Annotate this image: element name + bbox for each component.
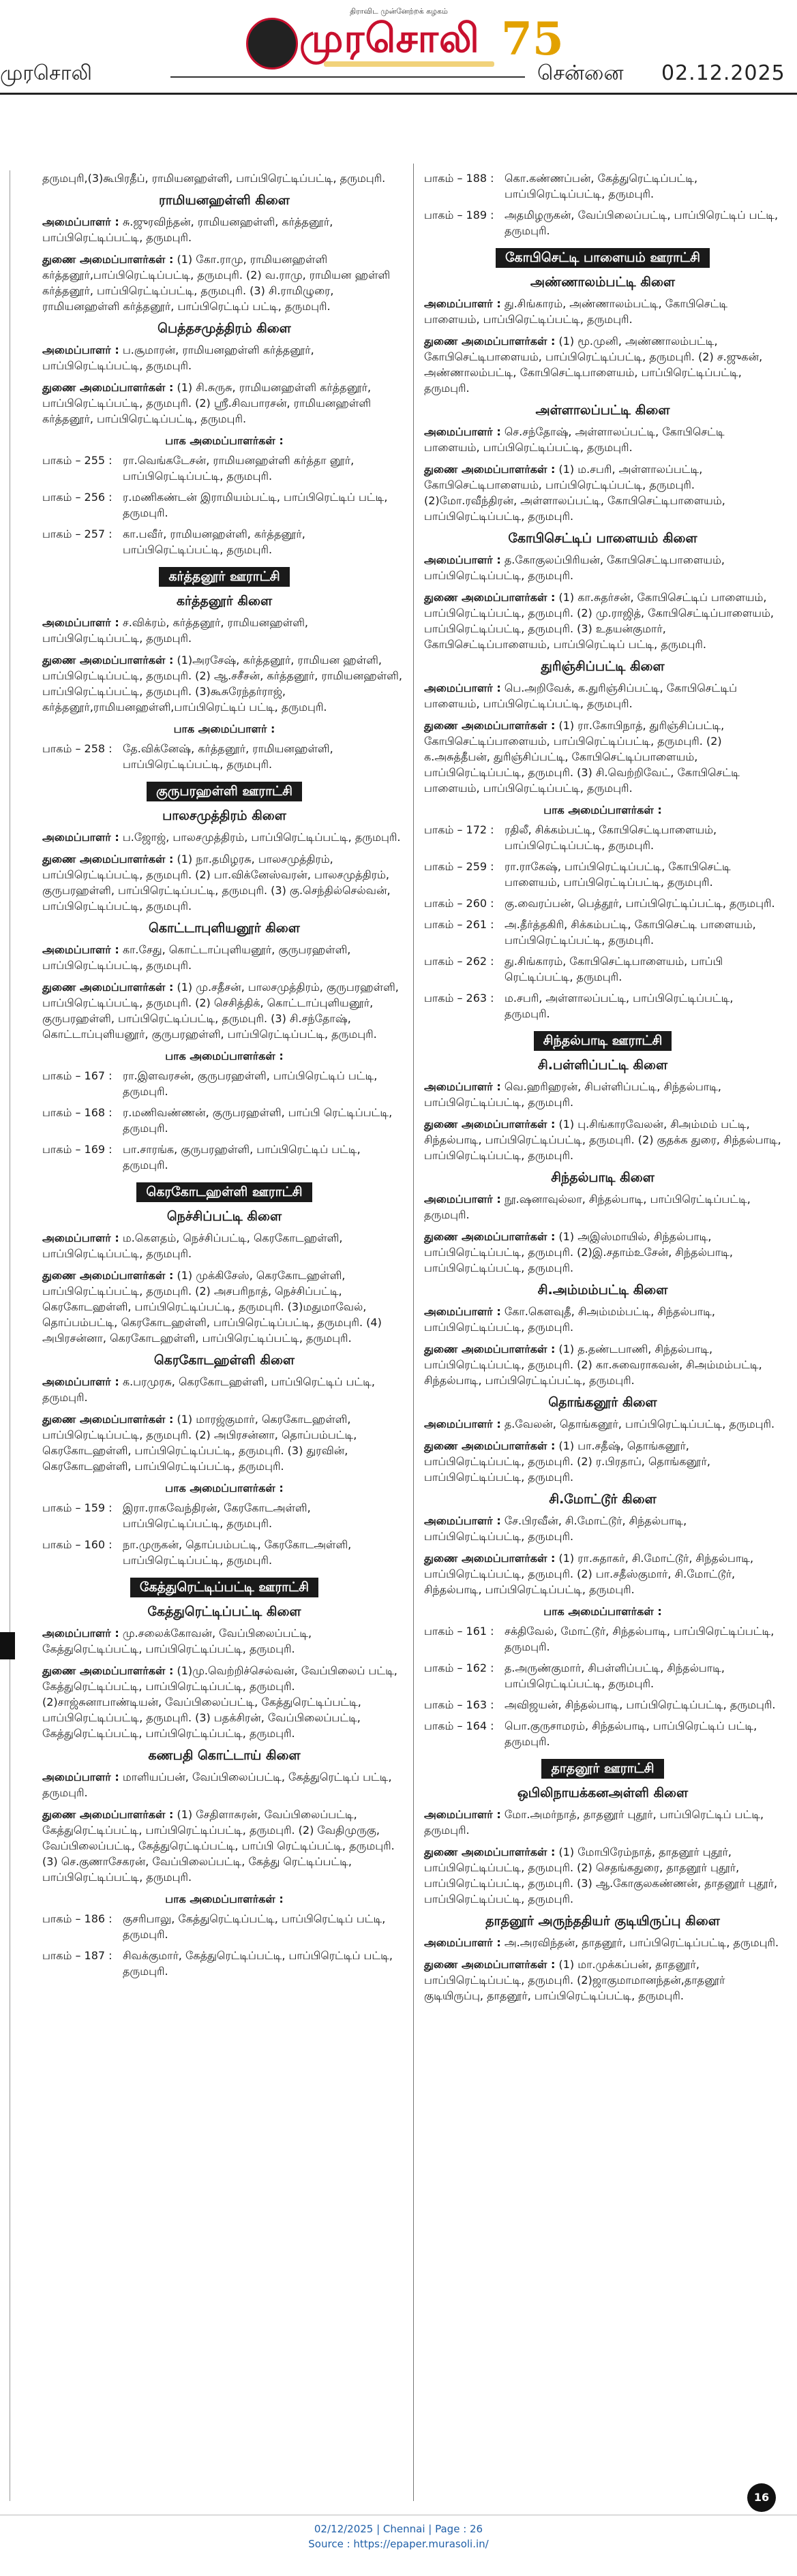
booth-entry	[42, 1537, 406, 1568]
branch-heading: கேத்துரெட்டிப்பட்டி கிளை	[147, 1604, 301, 1619]
section-subheading: பாக அமைப்பாளர் :	[173, 722, 275, 735]
booth-number: பாகம் – 261 :	[424, 918, 494, 931]
office-bearer-entry	[42, 851, 406, 914]
panchayat-heading: சிந்தல்பாடி ஊராட்சி	[534, 1031, 672, 1051]
paragraph: தருமபுரி,(3)கூபிரதீப், ராமியனஹள்ளி, பாப்பிரெட்டிப்பட்டி, தருமபுரி.	[42, 172, 386, 185]
role-holders: (1) மூ.முனி, அண்ணாலம்பட்டி, கோபிசெட்டிபாளையம், பாப்பிரெட்டிப்பட்டி, தருமபுரி. (2) ச.ஜுகன், அண்ணாலம்பட்டி, கோபிசெட்டிபாளையம், பாப்பிரெட்டிப்பட்டி, தருமபுரி.	[424, 335, 763, 395]
office-bearer-entry	[424, 552, 781, 583]
booth-organiser: ம.சபரி, அள்ளாலப்பட்டி, பாப்பிரெட்டிப்பட்டி, தருமபுரி.	[505, 992, 734, 1020]
booth-organiser: பா.சாரங்க, குருபரஹள்ளி, பாப்பிரெட்டிப் பட்டி, தருமபுரி.	[123, 1143, 361, 1171]
section-subheading: பாக அமைப்பாளர்கள் :	[165, 434, 284, 447]
office-bearer-entry	[424, 1844, 781, 1907]
role-holders: கா.சேது, கொட்டாப்புளியனூர், குருபரஹள்ளி, பாப்பிரெட்டிப்பட்டி, தருமபுரி.	[42, 943, 351, 972]
office-bearer-entry	[42, 342, 406, 373]
booth-organiser: ரதிலீ, சிக்கம்பட்டி, கோபிசெட்டிபாளையம், பாப்பிரெட்டிப்பட்டி, தருமபுரி.	[505, 823, 717, 852]
role-holders: (1) மு.சதீசன், பாலசமுத்திரம், குருபரஹள்ளி, பாப்பிரெட்டிப்பட்டி, தருமபுரி. (2) செசித்திக், கொட்டாப்புளியனூர், குருபரஹள்ளி, பாப்பிரெட்டிப்பட்டி, தருமபுரி. (3) சி.சந்தோஷ், கொட்டாப்புளியனூர், குருபரஹள்ளி, பாப்பிரெட்டிப்பட்டி, தருமபுரி.	[42, 981, 399, 1041]
panchayat-heading: குருபரஹள்ளி ஊராட்சி	[147, 782, 302, 801]
role-holders: (1) ரா.சுதாகர், சி.மோட்டூர், சிந்தல்பாடி, பாப்பிரெட்டிப்பட்டி, தருமபுரி. (2) பா.சதீஸ்குமார், சி.மோட்டூர், சிந்தல்பாடி, பாப்பிரெட்டிப்பட்டி, தருமபுரி.	[424, 1552, 754, 1596]
booth-number: பாகம் – 169 :	[42, 1143, 112, 1156]
booth-number: பாகம் – 262 :	[424, 955, 494, 968]
booth-number: பாகம் – 187 :	[42, 1949, 112, 1962]
office-bearer-entry	[424, 1550, 781, 1597]
booth-entry	[42, 526, 406, 557]
office-bearer-entry	[42, 1807, 406, 1885]
office-bearer-entry	[42, 979, 406, 1042]
page-number-badge: 16	[747, 2483, 776, 2512]
booth-entry	[42, 1141, 406, 1173]
role-holders: (1) மாரஜ்குமார், கெரகோடஹள்ளி, பாப்பிரெட்டிப்பட்டி, தருமபுரி. (2) அபிரசன்னா, தொப்பம்பட்டி, கெரகோடஹள்ளி, பாப்பிரெட்டிப்பட்டி, தருமபுரி. (3) துரவின், கெரகோடஹள்ளி, பாப்பிரெட்டிப்பட்டி, தருமபுரி.	[42, 1413, 357, 1473]
booth-number: பாகம் – 161 :	[424, 1625, 494, 1638]
office-bearer-entry	[424, 1191, 781, 1223]
booth-entry	[424, 859, 781, 890]
role-holders: ச.விக்ரம், கர்த்தனூர், ராமியனஹள்ளி, பாப்பிரெட்டிப்பட்டி, தருமபுரி.	[42, 616, 308, 645]
branch-heading: அள்ளாலப்பட்டி கிளை	[535, 403, 670, 418]
office-bearer-entry	[424, 1416, 781, 1432]
article-column-right	[424, 170, 781, 2010]
role-label: துணை அமைப்பாளர்கள் :	[424, 719, 556, 732]
booth-number: பாகம் – 167 :	[42, 1069, 112, 1082]
role-label: துணை அமைப்பாளர்கள் :	[424, 591, 556, 604]
role-holders: (1) கோ.ராமு, ராமியனஹள்ளி கர்த்தனூர்,பாப்பிரெட்டிப்பட்டி, தருமபுரி. (2) வ.ராமு, ராமியன ஹள்ளி கர்த்தனூர், பாப்பிரெட்டிப்பட்டி, தருமபுரி. (3) சி.ராமிழுரை, ராமியனஹள்ளி கர்த்தனூர், பாப்பிரெட்டிப் பட்டி, தருமபுரி.	[42, 253, 391, 313]
booth-number: பாகம் – 260 :	[424, 897, 494, 910]
office-bearer-entry	[424, 1304, 781, 1335]
office-bearer-entry	[42, 1268, 406, 1346]
branch-heading: நெச்சிப்பட்டி கிளை	[166, 1209, 282, 1224]
newspaper-logo[interactable]	[242, 5, 564, 68]
office-bearer-entry	[424, 1935, 781, 1950]
role-label: துணை அமைப்பாளர்கள் :	[424, 335, 556, 348]
footer-edition-info: 02/12/2025 | Chennai | Page : 26	[314, 2523, 483, 2535]
office-bearer-entry	[42, 615, 406, 646]
logo-tagline: திராவிட முன்னேற்றக் கழகம்	[350, 7, 448, 16]
office-bearer-entry	[42, 652, 406, 715]
branch-heading: கெரகோடஹள்ளி கிளை	[153, 1353, 295, 1368]
role-holders: து.சிங்காரம், அண்ணாலம்பட்டி, கோபிசெட்டி பாளையம், பாப்பிரெட்டிப்பட்டி, தருமபுரி.	[424, 297, 728, 326]
role-label: துணை அமைப்பாளர்கள் :	[424, 1118, 556, 1131]
branch-heading: சி.பள்ளிப்பட்டி கிளை	[537, 1058, 668, 1073]
booth-entry	[42, 1948, 406, 1979]
office-bearer-entry	[424, 1513, 781, 1544]
role-label: துணை அமைப்பாளர்கள் :	[42, 1269, 174, 1282]
booth-entry	[42, 1105, 406, 1136]
office-bearer-entry	[42, 1374, 406, 1405]
role-label: அமைப்பாளர் :	[424, 1417, 501, 1430]
branch-heading: துரிஞ்சிப்பட்டி கிளை	[541, 659, 665, 674]
role-label: துணை அமைப்பாளர்கள் :	[42, 981, 174, 994]
booth-organiser: கா.பவீர், ராமியனஹள்ளி, கர்த்தனூர், பாப்பிரெட்டிப்பட்டி, தருமபுரி.	[123, 527, 305, 556]
booth-number: பாகம் – 258 :	[42, 742, 112, 755]
booth-entry	[42, 453, 406, 484]
role-label: அமைப்பாளர் :	[42, 1375, 119, 1388]
booth-number: பாகம் – 188 :	[424, 172, 494, 185]
booth-organiser: பொ.குருசாமரம், சிந்தல்பாடி, பாப்பிரெட்டிப் பட்டி, தருமபுரி.	[505, 1719, 757, 1748]
role-label: துணை அமைப்பாளர்கள் :	[42, 654, 174, 666]
branch-heading: கொட்டாபுளியனூர் கிளை	[149, 921, 300, 936]
role-holders: (1)அரசேஷ், கர்த்தனூர், ராமியன ஹள்ளி, பாப்பிரெட்டிப்பட்டி, தருமபுரி. (2) ஆ.சசீசன், கர்த்தனூர், ராமியனஹள்ளி, பாப்பிரெட்டிப்பட்டி, தருமபுரி. (3)கூசுரேந்தர்ராஜ், கர்த்தனூர்,ராமியனஹள்ளி,பாப்பிரெட்டிப் பட்டி, தருமபுரி.	[42, 654, 402, 714]
role-label: துணை அமைப்பாளர்கள் :	[42, 1413, 174, 1426]
booth-entry	[42, 1500, 406, 1531]
office-bearer-entry	[424, 296, 781, 327]
booth-number: பாகம் – 256 :	[42, 491, 112, 504]
office-bearer-entry	[42, 1625, 406, 1657]
booth-entry	[42, 1911, 406, 1942]
booth-entry	[42, 1068, 406, 1099]
edition-city: சென்னை	[537, 61, 624, 85]
office-bearer-entry	[42, 214, 406, 245]
role-label: துணை அமைப்பாளர்கள் :	[424, 1845, 556, 1858]
role-holders: க.பரமுரசு, கெரகோடஹள்ளி, பாப்பிரெட்டிப் பட்டி, தருமபுரி.	[42, 1375, 375, 1404]
role-holders: (1)மு.வெற்றிச்செல்வன், வேப்பிலைப் பட்டி, கேத்துரெட்டிப்பட்டி, பாப்பிரெட்டிப்பட்டி, தருமபுரி. (2)சாஜ்சுனாபாண்டியன், வேப்பிலைப்பட்டி, கேத்துரெட்டிப்பட்டி, பாப்பிரெட்டிப்பட்டி, தருமபுரி. (3) பதக்சிரன், வேப்பிலைப்பட்டி, கேத்துரெட்டிப்பட்டி, பாப்பிரெட்டிப்பட்டி, தருமபுரி.	[42, 1664, 397, 1740]
branch-heading: பாலசமுத்திரம் கிளை	[162, 808, 286, 823]
booth-number: பாகம் – 189 :	[424, 209, 494, 221]
role-label: துணை அமைப்பாளர்கள் :	[42, 853, 174, 865]
role-holders: (1) த.தண்டபாணி, சிந்தல்பாடி, பாப்பிரெட்டிப்பட்டி, தருமபுரி. (2) கா.சுவைராகவன், சிஅம்மம்பட்டி, சிந்தல்பாடி, பாப்பிரெட்டிப்பட்டி, தருமபுரி.	[424, 1343, 762, 1387]
booth-entry	[42, 741, 406, 772]
branch-heading: சிந்தல்பாடி கிளை	[551, 1170, 655, 1185]
office-bearer-entry	[424, 1079, 781, 1110]
office-bearer-entry	[42, 1230, 406, 1261]
office-bearer-entry	[42, 1663, 406, 1741]
role-label: அமைப்பாளர் :	[424, 1193, 501, 1206]
booth-organiser: அ.தீர்த்தகிரி, சிக்கம்பட்டி, கோபிசெட்டி பாளையம், பாப்பிரெட்டிப்பட்டி, தருமபுரி.	[505, 918, 756, 947]
booth-number: பாகம் – 163 :	[424, 1698, 494, 1711]
office-bearer-entry	[424, 1229, 781, 1276]
role-label: அமைப்பாளர் :	[42, 1627, 119, 1640]
branch-heading: சி.அம்மம்பட்டி கிளை	[537, 1283, 668, 1298]
booth-organiser: கொ.கண்ணப்பன், கேத்துரெட்டிப்பட்டி, பாப்பிரெட்டிப்பட்டி, தருமபுரி.	[505, 172, 698, 200]
booth-number: பாகம் – 263 :	[424, 992, 494, 1005]
role-label: அமைப்பாளர் :	[424, 425, 501, 438]
role-label: அமைப்பாளர் :	[424, 1808, 501, 1821]
page-footer	[0, 2521, 797, 2551]
branch-heading: கர்த்தனூர் கிளை	[176, 594, 273, 609]
booth-entry	[424, 822, 781, 853]
booth-organiser: கு.வைரப்பன், பெத்தூர், பாப்பிரெட்டிப்பட்டி, தருமபுரி.	[505, 897, 775, 910]
booth-organiser: ரா.வெங்கடேசன், ராமியனஹள்ளி கர்த்தா னூர், பாப்பிரெட்டிப்பட்டி, தருமபுரி.	[123, 454, 355, 482]
role-label: அமைப்பாளர் :	[42, 831, 119, 844]
booth-number: பாகம் – 186 :	[42, 1912, 112, 1925]
role-label: அமைப்பாளர் :	[42, 1770, 119, 1783]
booth-organiser: நா.முருகன், தொப்பம்பட்டி, கேரகோடஅள்ளி, பாப்பிரெட்டிப்பட்டி, தருமபுரி.	[123, 1538, 352, 1567]
role-holders: மு.சலைக்கோவன், வேப்பிலைப்பட்டி, கேத்துரெட்டிப்பட்டி, பாப்பிரெட்டிப்பட்டி, தருமபுரி.	[42, 1627, 312, 1655]
booth-organiser: அவிஜயன், சிந்தல்பாடி, பாப்பிரெட்டிப்பட்டி, தருமபுரி.	[505, 1698, 776, 1711]
role-label: அமைப்பாளர் :	[424, 1514, 501, 1527]
role-holders: கோ.கௌவுதீ, சிஅம்மம்பட்டி, சிந்தல்பாடி, பாப்பிரெட்டிப்பட்டி, தருமபுரி.	[424, 1305, 715, 1334]
role-label: துணை அமைப்பாளர்கள் :	[42, 253, 174, 266]
role-holders: சு.ஜுரவிந்தன், ராமியனஹள்ளி, கர்த்தனூர், பாப்பிரெட்டிப்பட்டி, தருமபுரி.	[42, 215, 333, 244]
previous-page-column-edge	[0, 170, 10, 2501]
booth-number: பாகம் – 160 :	[42, 1538, 112, 1551]
role-holders: (1) ரா.கோபிநாத், துரிஞ்சிப்பட்டி, கோபிசெட்டிப்பாளையம், பாப்பிரெட்டிப்பட்டி, தருமபுரி. (2) க.அசுத்தீபன், துரிஞ்சிப்பட்டி, கோபிசெட்டிப்பாளையம், பாப்பிரெட்டிப்பட்டி, தருமபுரி. (3) சி.வெற்றிவேட், கோபிசெட்டி பாளையம், பாப்பிரெட்டிப்பட்டி, தருமபுரி.	[424, 719, 740, 795]
column-marker	[0, 1632, 15, 1659]
booth-number: பாகம் – 159 :	[42, 1501, 112, 1514]
office-bearer-entry	[42, 942, 406, 973]
role-label: துணை அமைப்பாளர்கள் :	[42, 1808, 174, 1821]
role-holders: த.வேலன், தொங்கனூர், பாப்பிரெட்டிப்பட்டி, தருமபுரி.	[504, 1417, 775, 1430]
branch-heading: கோபிசெட்டிப் பாளையம் கிளை	[508, 531, 697, 546]
article-column-left	[42, 170, 406, 1984]
booth-organiser: த.அருண்குமார், சிபள்ளிப்பட்டி, சிந்தல்பாடி, பாப்பிரெட்டிப்பட்டி, தருமபுரி.	[505, 1661, 725, 1690]
office-bearer-entry	[42, 1769, 406, 1800]
office-bearer-entry	[424, 680, 781, 711]
section-subheading: பாக அமைப்பாளர்கள் :	[543, 1605, 662, 1618]
role-holders: அ.அரவிந்தன், தாதனூர், பாப்பிரெட்டிப்பட்டி, தருமபுரி.	[504, 1936, 779, 1949]
booth-entry	[424, 990, 781, 1022]
booth-organiser: இரா.ராகவேந்திரன், கேரகோடஅள்ளி, பாப்பிரெட்டிப்பட்டி, தருமபுரி.	[123, 1501, 311, 1530]
office-bearer-entry	[424, 333, 781, 396]
booth-organiser: து.சிங்காரம், கோபிசெட்டிபாளையம், பாப்பி ரெட்டிப்பட்டி, தருமபுரி.	[505, 955, 723, 983]
brand-name: முரசொலி	[0, 61, 92, 85]
panchayat-heading: தாதனூர் ஊராட்சி	[541, 1759, 663, 1779]
branch-heading: அண்ணாலம்பட்டி கிளை	[530, 275, 676, 290]
role-label: அமைப்பாளர் :	[42, 215, 119, 228]
role-holders: ப.ஜோஜ், பாலசமுத்திரம், பாப்பிரெட்டிப்பட்டி, தருமபுரி.	[122, 831, 401, 844]
booth-number: பாகம் – 164 :	[424, 1719, 494, 1732]
role-label: அமைப்பாளர் :	[42, 343, 119, 356]
section-subheading: பாக அமைப்பாளர்கள் :	[165, 1482, 284, 1494]
role-holders: ம.கௌதம், நெச்சிப்பட்டி, கெரகோடஹள்ளி, பாப்பிரெட்டிப்பட்டி, தருமபுரி.	[42, 1231, 343, 1260]
office-bearer-entry	[424, 424, 781, 455]
office-bearer-entry	[42, 1411, 406, 1474]
role-label: துணை அமைப்பாளர்கள் :	[424, 1439, 556, 1452]
role-label: துணை அமைப்பாளர்கள் :	[424, 1552, 556, 1565]
role-holders: (1) பா.சதீஷ், தொங்கனூர், பாப்பிரெட்டிப்பட்டி, தருமபுரி. (2) ர.பிரதாப், தொங்கனூர், பாப்பிரெட்டிப்பட்டி, தருமபுரி.	[424, 1439, 710, 1484]
booth-organiser: குசரிபாலு, கேத்துரெட்டிப்பட்டி, பாப்பிரெட்டிப் பட்டி, தருமபுரி.	[123, 1912, 386, 1941]
booth-organiser: ர.மணிகண்டன் இராமியம்பட்டி, பாப்பிரெட்டிப் பட்டி, தருமபுரி.	[123, 491, 388, 519]
role-holders: வெ.ஹரிஹரன், சிபள்ளிப்பட்டி, சிந்தல்பாடி, பாப்பிரெட்டிப்பட்டி, தருமபுரி.	[424, 1080, 721, 1109]
booth-organiser: ரா.இளவரசன், குருபரஹள்ளி, பாப்பிரெட்டிப் பட்டி, தருமபுரி.	[123, 1069, 378, 1098]
office-bearer-entry	[424, 1807, 781, 1838]
booth-organiser: தே.விக்னேஷ், கர்த்தனூர், ராமியனஹள்ளி, பாப்பிரெட்டிப்பட்டி, தருமபுரி.	[123, 742, 333, 771]
panchayat-heading: கேத்துரெட்டிப்பட்டி ஊராட்சி	[130, 1578, 318, 1597]
branch-heading: ஒபிலிநாயக்கனஅள்ளி கிளை	[517, 1785, 689, 1800]
role-label: அமைப்பாளர் :	[424, 1936, 501, 1949]
anniversary-badge: 75	[501, 12, 564, 65]
role-holders: (1) சேதிளாசுரன், வேப்பிலைப்பட்டி, கேத்துரெட்டிப்பட்டி, பாப்பிரெட்டிப்பட்டி, தருமபுரி. (2) வேதிமுருகு, வேப்பிலைப்பட்டி, கேத்துரெட்டிப்பட்டி, பாப்பி ரெட்டிப்பட்டி, தருமபுரி. (3) செ.குணாசேகரன், வேப்பிலைப்பட்டி, கேத்து ரெட்டிப்பட்டி, பாப்பிரெட்டிப்பட்டி, தருமபுரி.	[42, 1808, 395, 1884]
role-holders: த.கோகுலப்பிரியன், கோபிசெட்டிபாளையம், பாப்பிரெட்டிப்பட்டி, தருமபுரி.	[424, 553, 725, 582]
role-label: துணை அமைப்பாளர்கள் :	[42, 381, 174, 394]
booth-organiser: சிவக்குமார், கேத்துரெட்டிப்பட்டி, பாப்பிரெட்டிப் பட்டி, தருமபுரி.	[123, 1949, 393, 1978]
role-holders: மாளியப்பன், வேப்பிலைப்பட்டி, கேத்துரெட்டிப் பட்டி, தருமபுரி.	[42, 1770, 392, 1799]
booth-entry	[424, 207, 781, 239]
footer-source-link[interactable]: Source : https://epaper.murasoli.in/	[308, 2538, 489, 2550]
section-subheading: பாக அமைப்பாளர்கள் :	[165, 1049, 284, 1062]
role-label: அமைப்பாளர் :	[42, 1231, 119, 1244]
role-holders: (1) கா.சுதர்சன், கோபிசெட்டிப் பாளையம், பாப்பிரெட்டிப்பட்டி, தருமபுரி. (2) மு.ராஜித், கோபிசெட்டிப்பாளையம், பாப்பிரெட்டிப்பட்டி, தருமபுரி. (3) உதயன்குமார், கோபிசெட்டிப்பாளையம், பாப்பிரெட்டிப் பட்டி, தருமபுரி.	[424, 591, 774, 651]
booth-entry	[42, 489, 406, 521]
role-label: துணை அமைப்பாளர்கள் :	[424, 1958, 556, 1971]
role-holders: (1) நா.தமிழரசு, பாலசமுத்திரம், பாப்பிரெட்டிப்பட்டி, தருமபுரி. (2) பா.விக்னேஸ்வரன், பாலசமுத்திரம், குருபரஹள்ளி, பாப்பிரெட்டிப்பட்டி, தருமபுரி. (3) கு.செந்தில்செல்வன், பாப்பிரெட்டிப்பட்டி, தருமபுரி.	[42, 853, 391, 913]
edition-date: 02.12.2025	[661, 61, 785, 85]
branch-heading: சி.மோட்டூர் கிளை	[549, 1492, 657, 1507]
booth-entry	[424, 953, 781, 985]
booth-number: பாகம் – 255 :	[42, 454, 112, 467]
booth-entry	[424, 1660, 781, 1691]
section-subheading: பாக அமைப்பாளர்கள் :	[543, 803, 662, 816]
role-holders: (1) மோபிரேம்நாத், தாதனூர் புதூர், பாப்பிரெட்டிப்பட்டி, தருமபுரி. (2) செதங்கதுரை, தாதனூர் புதூர், பாப்பிரெட்டிப்பட்டி, தருமபுரி. (3) ஆ.கோகுலகண்ணன், தாதனூர் புதூர், பாப்பிரெட்டிப்பட்டி, தருமபுரி.	[424, 1845, 778, 1905]
booth-number: பாகம் – 162 :	[424, 1661, 494, 1674]
booth-number: பாகம் – 259 :	[424, 860, 494, 873]
branch-heading: ராமியனஹள்ளி கிளை	[159, 193, 290, 208]
role-label: அமைப்பாளர் :	[42, 616, 119, 629]
role-holders: (1) ம.சபரி, அள்ளாலப்பட்டி, கோபிசெட்டிபாளையம், பாப்பிரெட்டிப்பட்டி, தருமபுரி. (2)மோ.ரவீந்திரன், அள்ளாலப்பட்டி, கோபிசெட்டிபாளையம், பாப்பிரெட்டிப்பட்டி, தருமபுரி.	[424, 463, 725, 523]
role-holders: பெ.அறிவேக், க.துரிஞ்சிப்பட்டி, கோபிசெட்டிப் பாளையம், பாப்பிரெட்டிப்பட்டி, தருமபுரி.	[424, 681, 738, 710]
role-label: அமைப்பாளர் :	[42, 943, 119, 956]
booth-entry	[424, 170, 781, 202]
booth-number: பாகம் – 168 :	[42, 1106, 112, 1119]
role-label: துணை அமைப்பாளர்கள் :	[424, 1343, 556, 1355]
panchayat-heading: கர்த்தனூர் ஊராட்சி	[159, 567, 289, 587]
office-bearer-entry	[424, 461, 781, 524]
office-bearer-entry	[424, 1341, 781, 1388]
role-holders: ப.சூமாரன், ராமியனஹள்ளி கர்த்தனூர், பாப்பிரெட்டிப்பட்டி, தருமபுரி.	[42, 343, 314, 372]
booth-entry	[424, 917, 781, 948]
branch-heading: கணபதி கொட்டாய் கிளை	[148, 1748, 301, 1763]
branch-heading: பெத்தசமுத்திரம் கிளை	[157, 321, 291, 336]
booth-entry	[424, 1718, 781, 1749]
office-bearer-entry	[424, 1438, 781, 1485]
role-holders: (1) அஇஸ்மாயில், சிந்தல்பாடி, பாப்பிரெட்டிப்பட்டி, தருமபுரி. (2)இ.சதாம்உசேன், சிந்தல்பாடி, பாப்பிரெட்டிப்பட்டி, தருமபுரி.	[424, 1230, 733, 1274]
branch-heading: தாதனூர் அருந்ததியர் குடியிருப்பு கிளை	[485, 1914, 720, 1929]
column-divider	[413, 164, 414, 2501]
role-label: அமைப்பாளர் :	[424, 1305, 501, 1318]
booth-organiser: சக்திவேல், மோட்டூர், சிந்தல்பாடி, பாப்பிரெட்டிப்பட்டி, தருமபுரி.	[505, 1625, 775, 1653]
role-label: துணை அமைப்பாளர்கள் :	[42, 1664, 174, 1677]
role-holders: (1) சி.சுருசு, ராமியனஹள்ளி கர்த்தனூர், பாப்பிரெட்டிப்பட்டி, தருமபுரி. (2) ஸ்ரீ.சிவபாரசன், ராமியனஹள்ளி கர்த்தனூர், பாப்பிரெட்டிப்பட்டி, தருமபுரி.	[42, 381, 372, 425]
role-label: அமைப்பாளர் :	[424, 1080, 501, 1093]
role-holders: (1) முக்கிசேஸ், கெரகோடஹள்ளி, பாப்பிரெட்டிப்பட்டி, தருமபுரி. (2) அசபரிநாத், நெச்சிப்பட்டி, கெரகோடஹள்ளி, பாப்பிரெட்டிப்பட்டி, தருமபுரி. (3)மதுமாவேல், தொப்பம்பட்டி, கெரகோடஹள்ளி, பாப்பிரெட்டிப்பட்டி, தருமபுரி. (4) அபிரசன்னா, கெரகோடஹள்ளி, பாப்பிரெட்டிப்பட்டி, தருமபுரி.	[42, 1269, 382, 1345]
booth-organiser: ரா.ராகேஷ், பாப்பிரெட்டிப்பட்டி, கோபிசெட்டி பாளையம், பாப்பிரெட்டிப்பட்டி, தருமபுரி.	[505, 860, 731, 889]
booth-organiser: அதமிழருகன், வேப்பிலைப்பட்டி, பாப்பிரெட்டிப் பட்டி, தருமபுரி.	[505, 209, 779, 237]
office-bearer-entry	[424, 718, 781, 796]
booth-entry	[424, 1697, 781, 1713]
branch-heading: தொங்கனூர் கிளை	[548, 1395, 657, 1410]
role-holders: சே.பிரவீன், சி.மோட்டூர், சிந்தல்பாடி, பாப்பிரெட்டிப்பட்டி, தருமபுரி.	[424, 1514, 687, 1543]
section-subheading: பாக அமைப்பாளர்கள் :	[165, 1892, 284, 1905]
booth-organiser: ர.மணிவண்ணன், குருபரஹள்ளி, பாப்பி ரெட்டிப்பட்டி, தருமபுரி.	[123, 1106, 393, 1135]
role-holders: மோ.அமர்நாத், தாதனூர் புதூர், பாப்பிரெட்டிப் பட்டி, தருமபுரி.	[424, 1808, 764, 1837]
booth-number: பாகம் – 172 :	[424, 823, 494, 836]
role-label: அமைப்பாளர் :	[424, 681, 501, 694]
role-holders: (1) பு.சிங்காரவேலன், சிஅம்மம் பட்டி, சிந்தல்பாடி, பாப்பிரெட்டிப்பட்டி, தருமபுரி. (2) குதக்க துரை, சிந்தல்பாடி, பாப்பிரெட்டிப்பட்டி, தருமபுரி.	[424, 1118, 781, 1162]
panchayat-heading: கோபிசெட்டி பாளையம் ஊராட்சி	[496, 248, 710, 268]
office-bearer-entry	[42, 829, 406, 845]
office-bearer-entry	[42, 380, 406, 427]
office-bearer-entry	[424, 1957, 781, 2004]
role-label: அமைப்பாளர் :	[424, 553, 501, 566]
booth-number: பாகம் – 257 :	[42, 527, 112, 540]
office-bearer-entry	[424, 589, 781, 652]
role-label: அமைப்பாளர் :	[424, 297, 501, 310]
role-holders: செ.சந்தோஷ், அள்ளாலப்பட்டி, கோபிசெட்டி பாளையம், பாப்பிரெட்டிப்பட்டி, தருமபுரி.	[424, 425, 725, 454]
office-bearer-entry	[42, 251, 406, 314]
logo-wordmark: முரசொலி	[299, 15, 480, 61]
role-label: துணை அமைப்பாளர்கள் :	[424, 1230, 556, 1243]
role-label: துணை அமைப்பாளர்கள் :	[424, 463, 556, 476]
panchayat-heading: கெரகோடஹள்ளி ஊராட்சி	[136, 1182, 312, 1202]
booth-entry	[424, 895, 781, 911]
role-holders: (1) மா.முக்கப்பன், தாதனூர், பாப்பிரெட்டிப்பட்டி, தருமபுரி. (2)ஜாகுமாமானந்தன்,தாதனூர் குடியிருப்பு, தாதனூர், பாப்பிரெட்டிப்பட்டி, தருமபுரி.	[424, 1958, 725, 2002]
role-holders: நூ.ஷனாவுல்லா, சிந்தல்பாடி, பாப்பிரெட்டிப்பட்டி, தருமபுரி.	[424, 1193, 751, 1221]
booth-entry	[424, 1623, 781, 1655]
page-header-bar	[0, 61, 797, 95]
header-rule	[170, 76, 525, 78]
office-bearer-entry	[424, 1116, 781, 1163]
